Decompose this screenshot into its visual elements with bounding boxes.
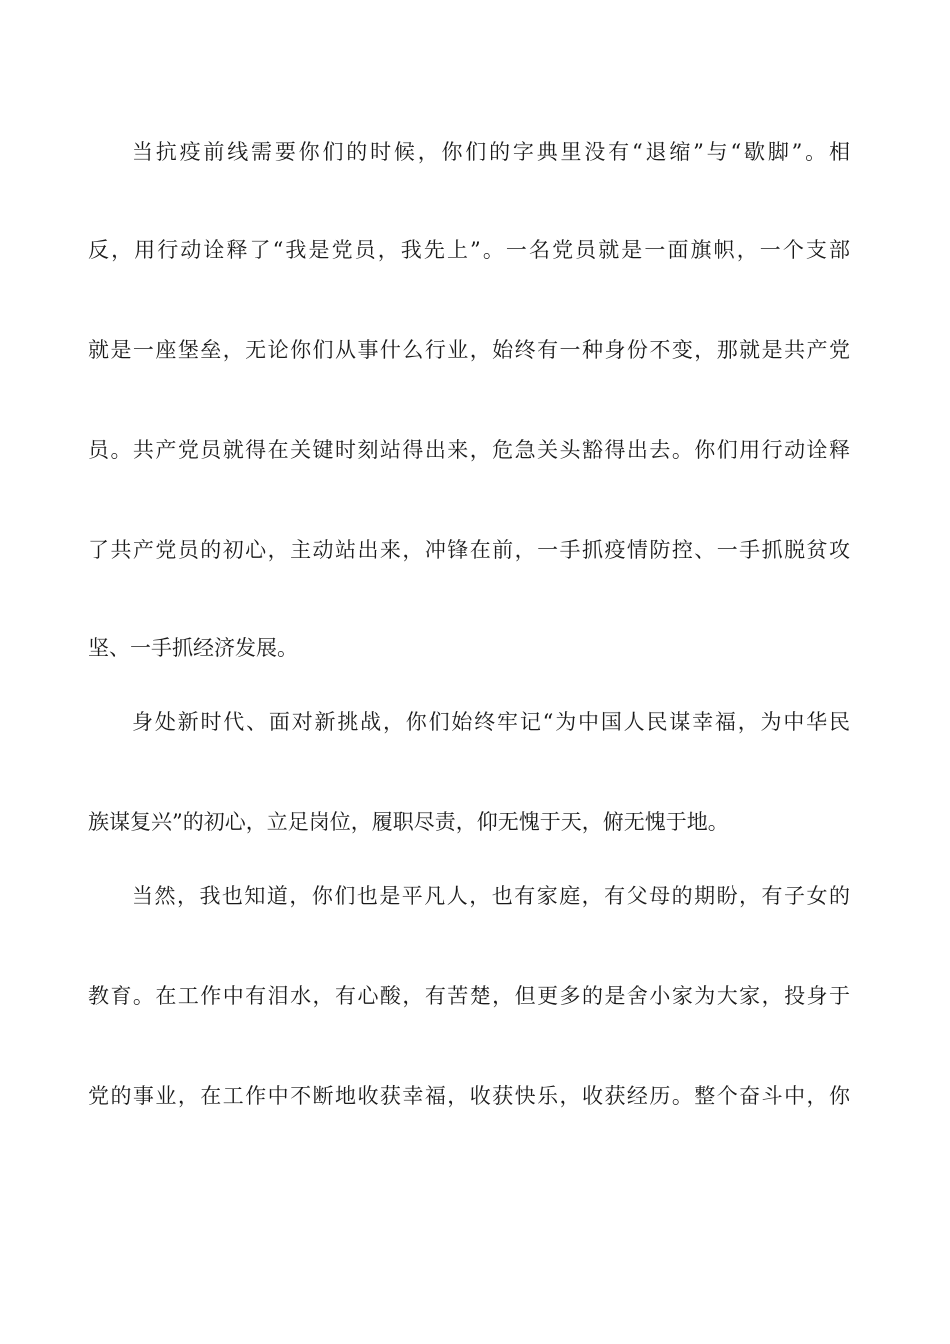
paragraph-3-line-1: 当然，我也知道，你们也是平凡人，也有家庭，有父母的期盼，有子女的 [132,884,850,908]
paragraph-3-line-2: 教育。在工作中有泪水，有心酸，有苦楚，但更多的是舍小家为大家，投身于 [88,984,850,1008]
paragraph-2-line-2: 族谋复兴”的初心，立足岗位，履职尽责，仰无愧于天，俯无愧于地。 [88,810,729,834]
paragraph-1-line-3: 就是一座堡垒，无论你们从事什么行业，始终有一种身份不变，那就是共产党 [88,338,850,362]
paragraph-2-line-1: 身处新时代、面对新挑战，你们始终牢记“为中国人民谋幸福，为中华民 [132,710,850,734]
paragraph-1-line-2: 反，用行动诠释了“我是党员，我先上”。一名党员就是一面旗帜，一个支部 [88,238,850,262]
paragraph-3-line-3: 党的事业，在工作中不断地收获幸福，收获快乐，收获经历。整个奋斗中，你 [88,1084,850,1108]
paragraph-1-line-4: 员。共产党员就得在关键时刻站得出来，危急关头豁得出去。你们用行动诠释 [88,438,850,462]
paragraph-1-line-5: 了共产党员的初心，主动站出来，冲锋在前，一手抓疫情防控、一手抓脱贫攻 [88,538,850,562]
paragraph-1-line-1: 当抗疫前线需要你们的时候，你们的字典里没有“退缩”与“歇脚”。相 [132,140,850,164]
paragraph-1-line-6: 坚、一手抓经济发展。 [88,636,298,660]
